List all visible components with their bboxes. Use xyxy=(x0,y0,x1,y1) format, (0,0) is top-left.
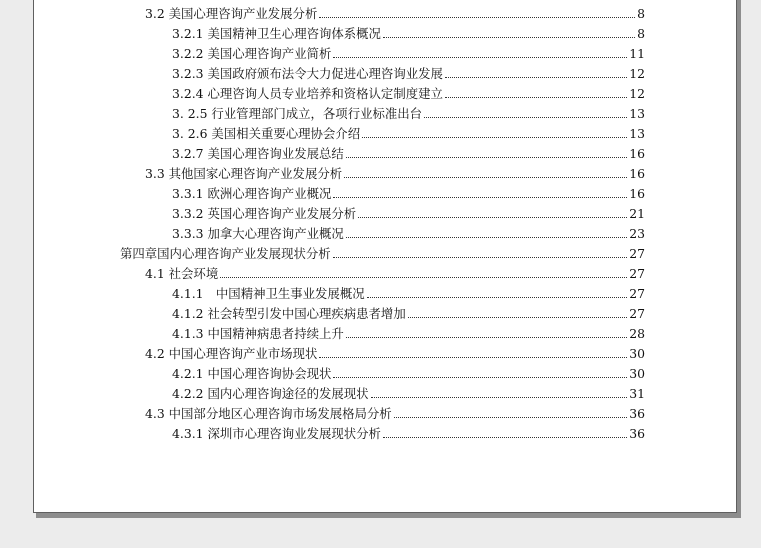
toc-entry-page: 36 xyxy=(629,406,645,421)
toc-leader-dots xyxy=(383,36,635,38)
toc-entry-label: 4.2 中国心理咨询产业市场现状 xyxy=(145,346,318,361)
toc-leader-dots xyxy=(445,76,627,78)
toc-entry[interactable] xyxy=(172,202,645,222)
toc-entry[interactable] xyxy=(172,362,645,382)
toc-entry-label: 3.3.3 加拿大心理咨询产业概况 xyxy=(172,226,344,241)
toc-leader-dots xyxy=(220,276,627,278)
toc-entry-page: 23 xyxy=(629,226,645,241)
toc-entry-page: 27 xyxy=(629,246,645,261)
toc-entry[interactable] xyxy=(172,282,645,302)
toc-entry[interactable] xyxy=(172,142,645,162)
toc-entry-page: 12 xyxy=(629,66,645,81)
toc-entry-label: 3.3.1 欧洲心理咨询产业概况 xyxy=(172,186,332,201)
toc-leader-dots xyxy=(319,16,635,18)
toc-entry-page: 16 xyxy=(629,186,645,201)
toc-entry[interactable] xyxy=(172,182,645,202)
toc-entry-label: 4.1 社会环境 xyxy=(145,266,219,281)
toc-entry-label: 4.2.1 中国心理咨询协会现状 xyxy=(172,366,332,381)
toc-entry-label: 3.2.4 心理咨询人员专业培养和资格认定制度建立 xyxy=(172,86,443,101)
toc-entry-label: 4.1.2 社会转型引发中国心理疾病患者增加 xyxy=(172,306,406,321)
toc-entry[interactable] xyxy=(172,222,645,242)
toc-entry[interactable] xyxy=(172,422,645,442)
toc-entry-label: 3.2.2 美国心理咨询产业简析 xyxy=(172,46,332,61)
toc-entry-page: 12 xyxy=(629,86,645,101)
document-page xyxy=(33,0,737,513)
toc-entry-page: 8 xyxy=(637,6,645,21)
toc-entry-label: 3.2.1 美国精神卫生心理咨询体系概况 xyxy=(172,26,381,41)
toc-entry-label: 3.2 美国心理咨询产业发展分析 xyxy=(145,6,318,21)
toc-leader-dots xyxy=(367,296,628,298)
toc-entry[interactable] xyxy=(172,302,645,322)
toc-entry-page: 30 xyxy=(629,366,645,381)
toc-entry[interactable] xyxy=(172,42,645,62)
toc-entry-page: 31 xyxy=(629,386,645,401)
toc-leader-dots xyxy=(371,396,628,398)
toc-entry[interactable] xyxy=(145,2,645,22)
toc-entry[interactable] xyxy=(145,262,645,282)
toc-entry-page: 13 xyxy=(629,126,645,141)
toc-entry-page: 21 xyxy=(629,206,645,221)
toc-entry[interactable] xyxy=(172,82,645,102)
toc-entry-page: 13 xyxy=(629,106,645,121)
toc-entry-label: 第四章国内心理咨询产业发展现状分析 xyxy=(120,246,331,261)
toc-entry[interactable] xyxy=(172,122,645,142)
toc-entry-page: 27 xyxy=(629,286,645,301)
toc-leader-dots xyxy=(333,196,627,198)
toc-entry[interactable] xyxy=(172,322,645,342)
toc-entry[interactable] xyxy=(145,162,645,182)
toc-entry-page: 30 xyxy=(629,346,645,361)
toc-entry[interactable] xyxy=(172,382,645,402)
toc-leader-dots xyxy=(346,336,627,338)
toc-entry-page: 16 xyxy=(629,166,645,181)
toc-leader-dots xyxy=(358,216,627,218)
toc-entry[interactable] xyxy=(145,402,645,422)
toc-entry-label: 3.3.2 英国心理咨询产业发展分析 xyxy=(172,206,357,221)
toc-entry-label: 4.3.1 深圳市心理咨询业发展现状分析 xyxy=(172,426,381,441)
toc-entry-page: 16 xyxy=(629,146,645,161)
toc-entry-page: 36 xyxy=(629,426,645,441)
toc-entry[interactable] xyxy=(172,22,645,42)
toc-leader-dots xyxy=(319,356,627,358)
toc-entry-label: 4.3 中国部分地区心理咨询市场发展格局分析 xyxy=(145,406,392,421)
toc-entry-page: 27 xyxy=(629,306,645,321)
toc-leader-dots xyxy=(346,156,627,158)
toc-leader-dots xyxy=(383,436,627,438)
toc-leader-dots xyxy=(344,176,627,178)
toc-entry-page: 27 xyxy=(629,266,645,281)
toc-leader-dots xyxy=(333,56,627,58)
toc-entry[interactable] xyxy=(145,342,645,362)
toc-leader-dots xyxy=(346,236,627,238)
toc-entry-label: 4.1.3 中国精神病患者持续上升 xyxy=(172,326,344,341)
toc-entry[interactable] xyxy=(172,62,645,82)
toc-leader-dots xyxy=(333,256,628,258)
toc-entry[interactable] xyxy=(172,102,645,122)
toc-entry-page: 28 xyxy=(629,326,645,341)
toc-leader-dots xyxy=(333,376,627,378)
toc-entry-label: 3.3 其他国家心理咨询产业发展分析 xyxy=(145,166,343,181)
toc-entry-label: 3. 2.6 美国相关重要心理协会介绍 xyxy=(172,126,361,141)
toc-leader-dots xyxy=(408,316,628,318)
toc-leader-dots xyxy=(445,96,627,98)
toc-leader-dots xyxy=(424,116,627,118)
toc-entry-page: 11 xyxy=(629,46,645,61)
toc-entry-label: 4.1.1 中国精神卫生事业发展概况 xyxy=(172,286,365,301)
toc-entry[interactable] xyxy=(120,242,645,262)
toc-leader-dots xyxy=(394,416,628,418)
toc-entry-label: 4.2.2 国内心理咨询途径的发展现状 xyxy=(172,386,369,401)
toc-entry-label: 3.2.3 美国政府颁布法令大力促进心理咨询业发展 xyxy=(172,66,443,81)
toc-entry-label: 3. 2.5 行业管理部门成立，各项行业标准出台 xyxy=(172,106,423,121)
toc-entry-label: 3.2.7 美国心理咨询业发展总结 xyxy=(172,146,344,161)
toc-entry-page: 8 xyxy=(637,26,645,41)
toc-leader-dots xyxy=(362,136,627,138)
